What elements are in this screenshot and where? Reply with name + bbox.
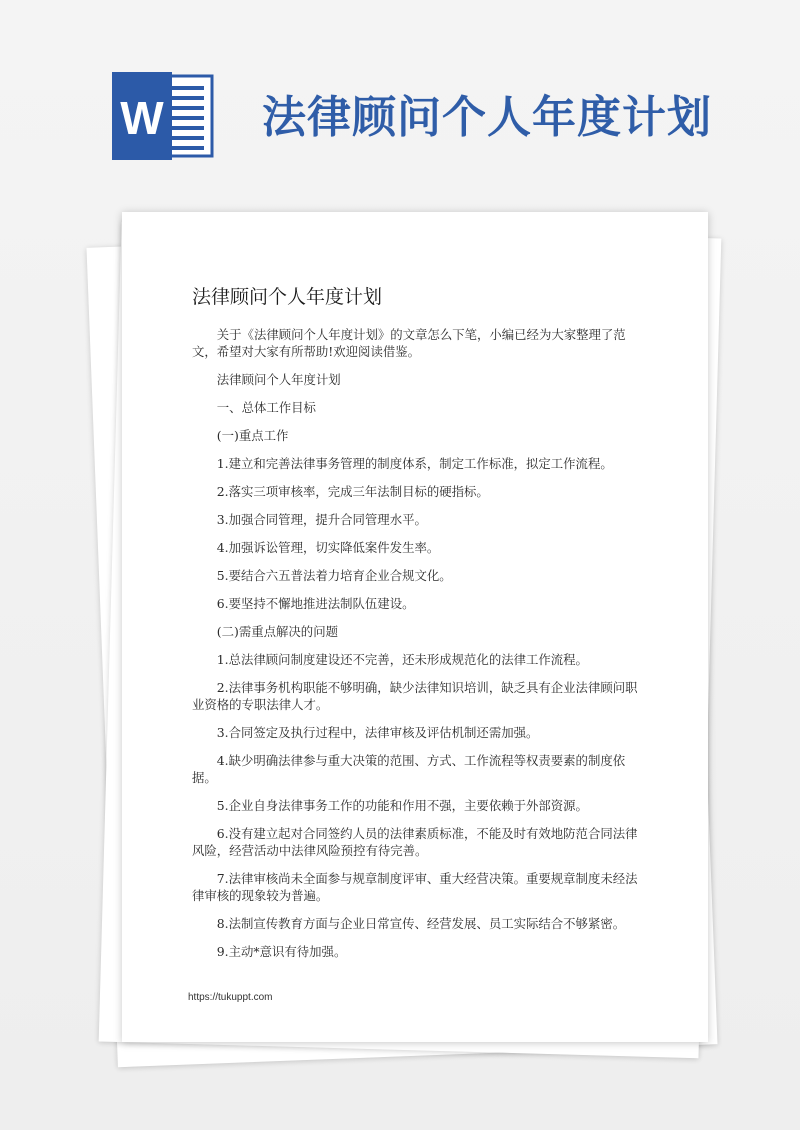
document-paragraph: 3.合同签定及执行过程中，法律审核及评估机制还需加强。 — [216, 725, 539, 740]
document-paragraph: (二)需重点解决的问题 — [216, 624, 338, 639]
document-paragraph: (一)重点工作 — [216, 428, 289, 443]
banner-title: 法律顾问个人年度计划 — [262, 92, 712, 143]
document-paragraph: 1.建立和完善法律事务管理的制度体系，制定工作标准，拟定工作流程。 — [216, 456, 613, 471]
document-paragraph: 5.要结合六五普法着力培育企业合规文化。 — [216, 568, 452, 583]
document-paragraph: 5.企业自身法律事务工作的功能和作用不强，主要依赖于外部资源。 — [216, 798, 588, 813]
document-paragraph: 2.落实三项审核率，完成三年法制目标的硬指标。 — [216, 484, 489, 499]
document-title: 法律顾问个人年度计划 — [192, 286, 383, 308]
document-paragraph: 一、总体工作目标 — [216, 400, 316, 415]
document-paragraph: 6.要坚持不懈地推进法制队伍建设。 — [216, 596, 415, 611]
document-paragraph: 2.法律事务机构职能不够明确，缺少法律知识培训，缺乏具有企业法律顾问职业资格的专职法律人才。 — [192, 680, 638, 712]
document-paragraph: 6.没有建立起对合同签约人员的法律素质标准，不能及时有效地防范合同法律风险，经营活动中法律风险预控有待完善。 — [192, 826, 638, 858]
document-page — [122, 212, 708, 1042]
document-paragraph: 8.法制宣传教育方面与企业日常宣传、经营发展、员工实际结合不够紧密。 — [216, 916, 626, 931]
document-paragraph: 4.缺少明确法律参与重大决策的范围、方式、工作流程等权责要素的制度依据。 — [192, 753, 626, 785]
word-document-icon — [112, 72, 216, 160]
document-paragraph: 4.加强诉讼管理，切实降低案件发生率。 — [216, 540, 440, 555]
document-body — [192, 326, 648, 971]
document-paragraph: 9.主动*意识有待加强。 — [216, 944, 347, 959]
footer-url: https://tukuppt.com — [188, 992, 273, 1003]
document-paragraph: 1.总法律顾问制度建设还不完善，还未形成规范化的法律工作流程。 — [216, 652, 588, 667]
svg-text:W: W — [120, 92, 164, 144]
document-paragraph: 3.加强合同管理，提升合同管理水平。 — [216, 512, 427, 527]
document-paragraph: 7.法律审核尚未全面参与规章制度评审、重大经营决策。重要规章制度未经法律审核的现象较为普遍。 — [192, 871, 638, 903]
document-paragraph: 法律顾问个人年度计划 — [216, 372, 341, 387]
document-paragraph: 关于《法律顾问个人年度计划》的文章怎么下笔，小编已经为大家整理了范文，希望对大家有所帮助!欢迎阅读借鉴。 — [192, 327, 626, 359]
